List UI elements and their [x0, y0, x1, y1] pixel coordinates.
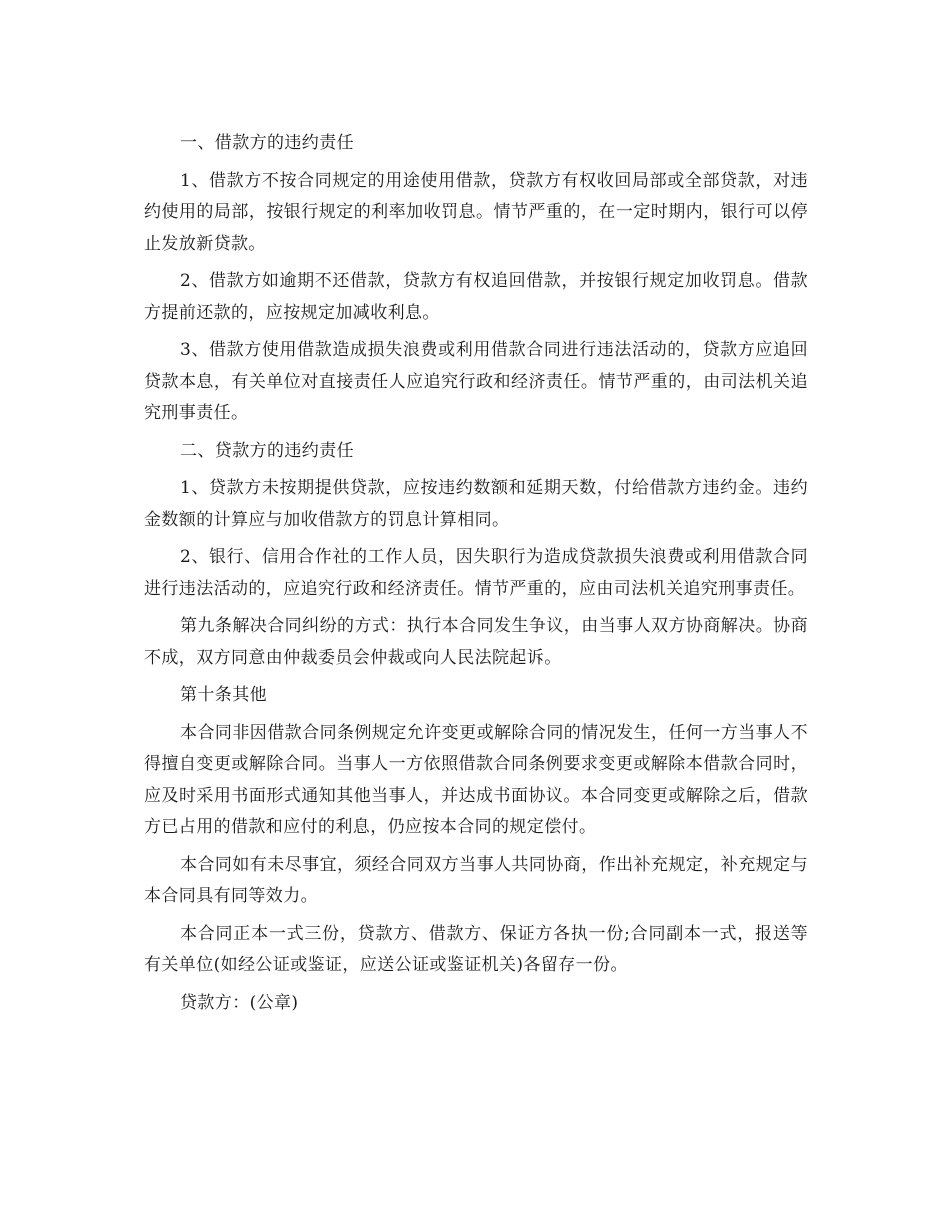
paragraph-borrower-clause-3: 3、借款方使用借款造成损失浪费或利用借款合同进行违法活动的，贷款方应追回贷款本息，有关单位对直接责任人应追究行政和经济责任。情节严重的，由司法机关追究刑事责任。	[144, 340, 808, 423]
paragraph-supplementary-terms: 本合同如有未尽事宜，须经合同双方当事人共同协商，作出补充规定，补充规定与本合同具有同等效力。	[144, 854, 808, 906]
paragraph-borrower-clause-1: 1、借款方不按合同规定的用途使用借款，贷款方有权收回局部或全部贷款，对违约使用的局部，按银行规定的利率加收罚息。情节严重的，在一定时期内，银行可以停止发放新贷款。	[144, 170, 808, 254]
paragraph-lender-clause-2: 2、银行、信用合作社的工作人员，因失职行为造成贷款损失浪费或利用借款合同进行违法活动的，应追究行政和经济责任。情节严重的，应由司法机关追究刑事责任。	[144, 547, 808, 599]
signature-lender-seal: 贷款方：(公章)	[180, 992, 299, 1013]
paragraph-modification-terms: 本合同非因借款合同条例规定允许变更或解除合同的情况发生，任何一方当事人不得擅自变更或解除合同。当事人一方依照借款合同条例要求变更或解除本借款合同时，应及时采用书面形式通知其他当事人，并达成书面协议。本合同变更或解除之后，借款方已占用的借款和应付的利息，仍应按本合同的规定偿付。	[144, 722, 808, 837]
section-heading-article-10: 第十条其他	[180, 685, 267, 705]
paragraph-copies-terms: 本合同正本一式三份，贷款方、借款方、保证方各执一份;合同副本一式，报送等有关单位(如经公证或鉴证，应送公证或鉴证机关)各留存一份。	[144, 923, 808, 975]
paragraph-article-9-dispute: 第九条解决合同纠纷的方式：执行本合同发生争议，由当事人双方协商解决。协商不成，双方同意由仲裁委员会仲裁或向人民法院起诉。	[144, 616, 808, 668]
document-body	[144, 128, 808, 1025]
paragraph-lender-clause-1: 1、贷款方未按期提供贷款，应按违约数额和延期天数，付给借款方违约金。违约金数额的计算应与加收借款方的罚息计算相同。	[144, 478, 808, 530]
section-heading-borrower-liability: 一、借款方的违约责任	[180, 133, 354, 153]
paragraph-borrower-clause-2: 2、借款方如逾期不还借款，贷款方有权追回借款，并按银行规定加收罚息。借款方提前还款的，应按规定加减收利息。	[144, 271, 808, 323]
section-heading-lender-liability: 二、贷款方的违约责任	[180, 440, 354, 461]
